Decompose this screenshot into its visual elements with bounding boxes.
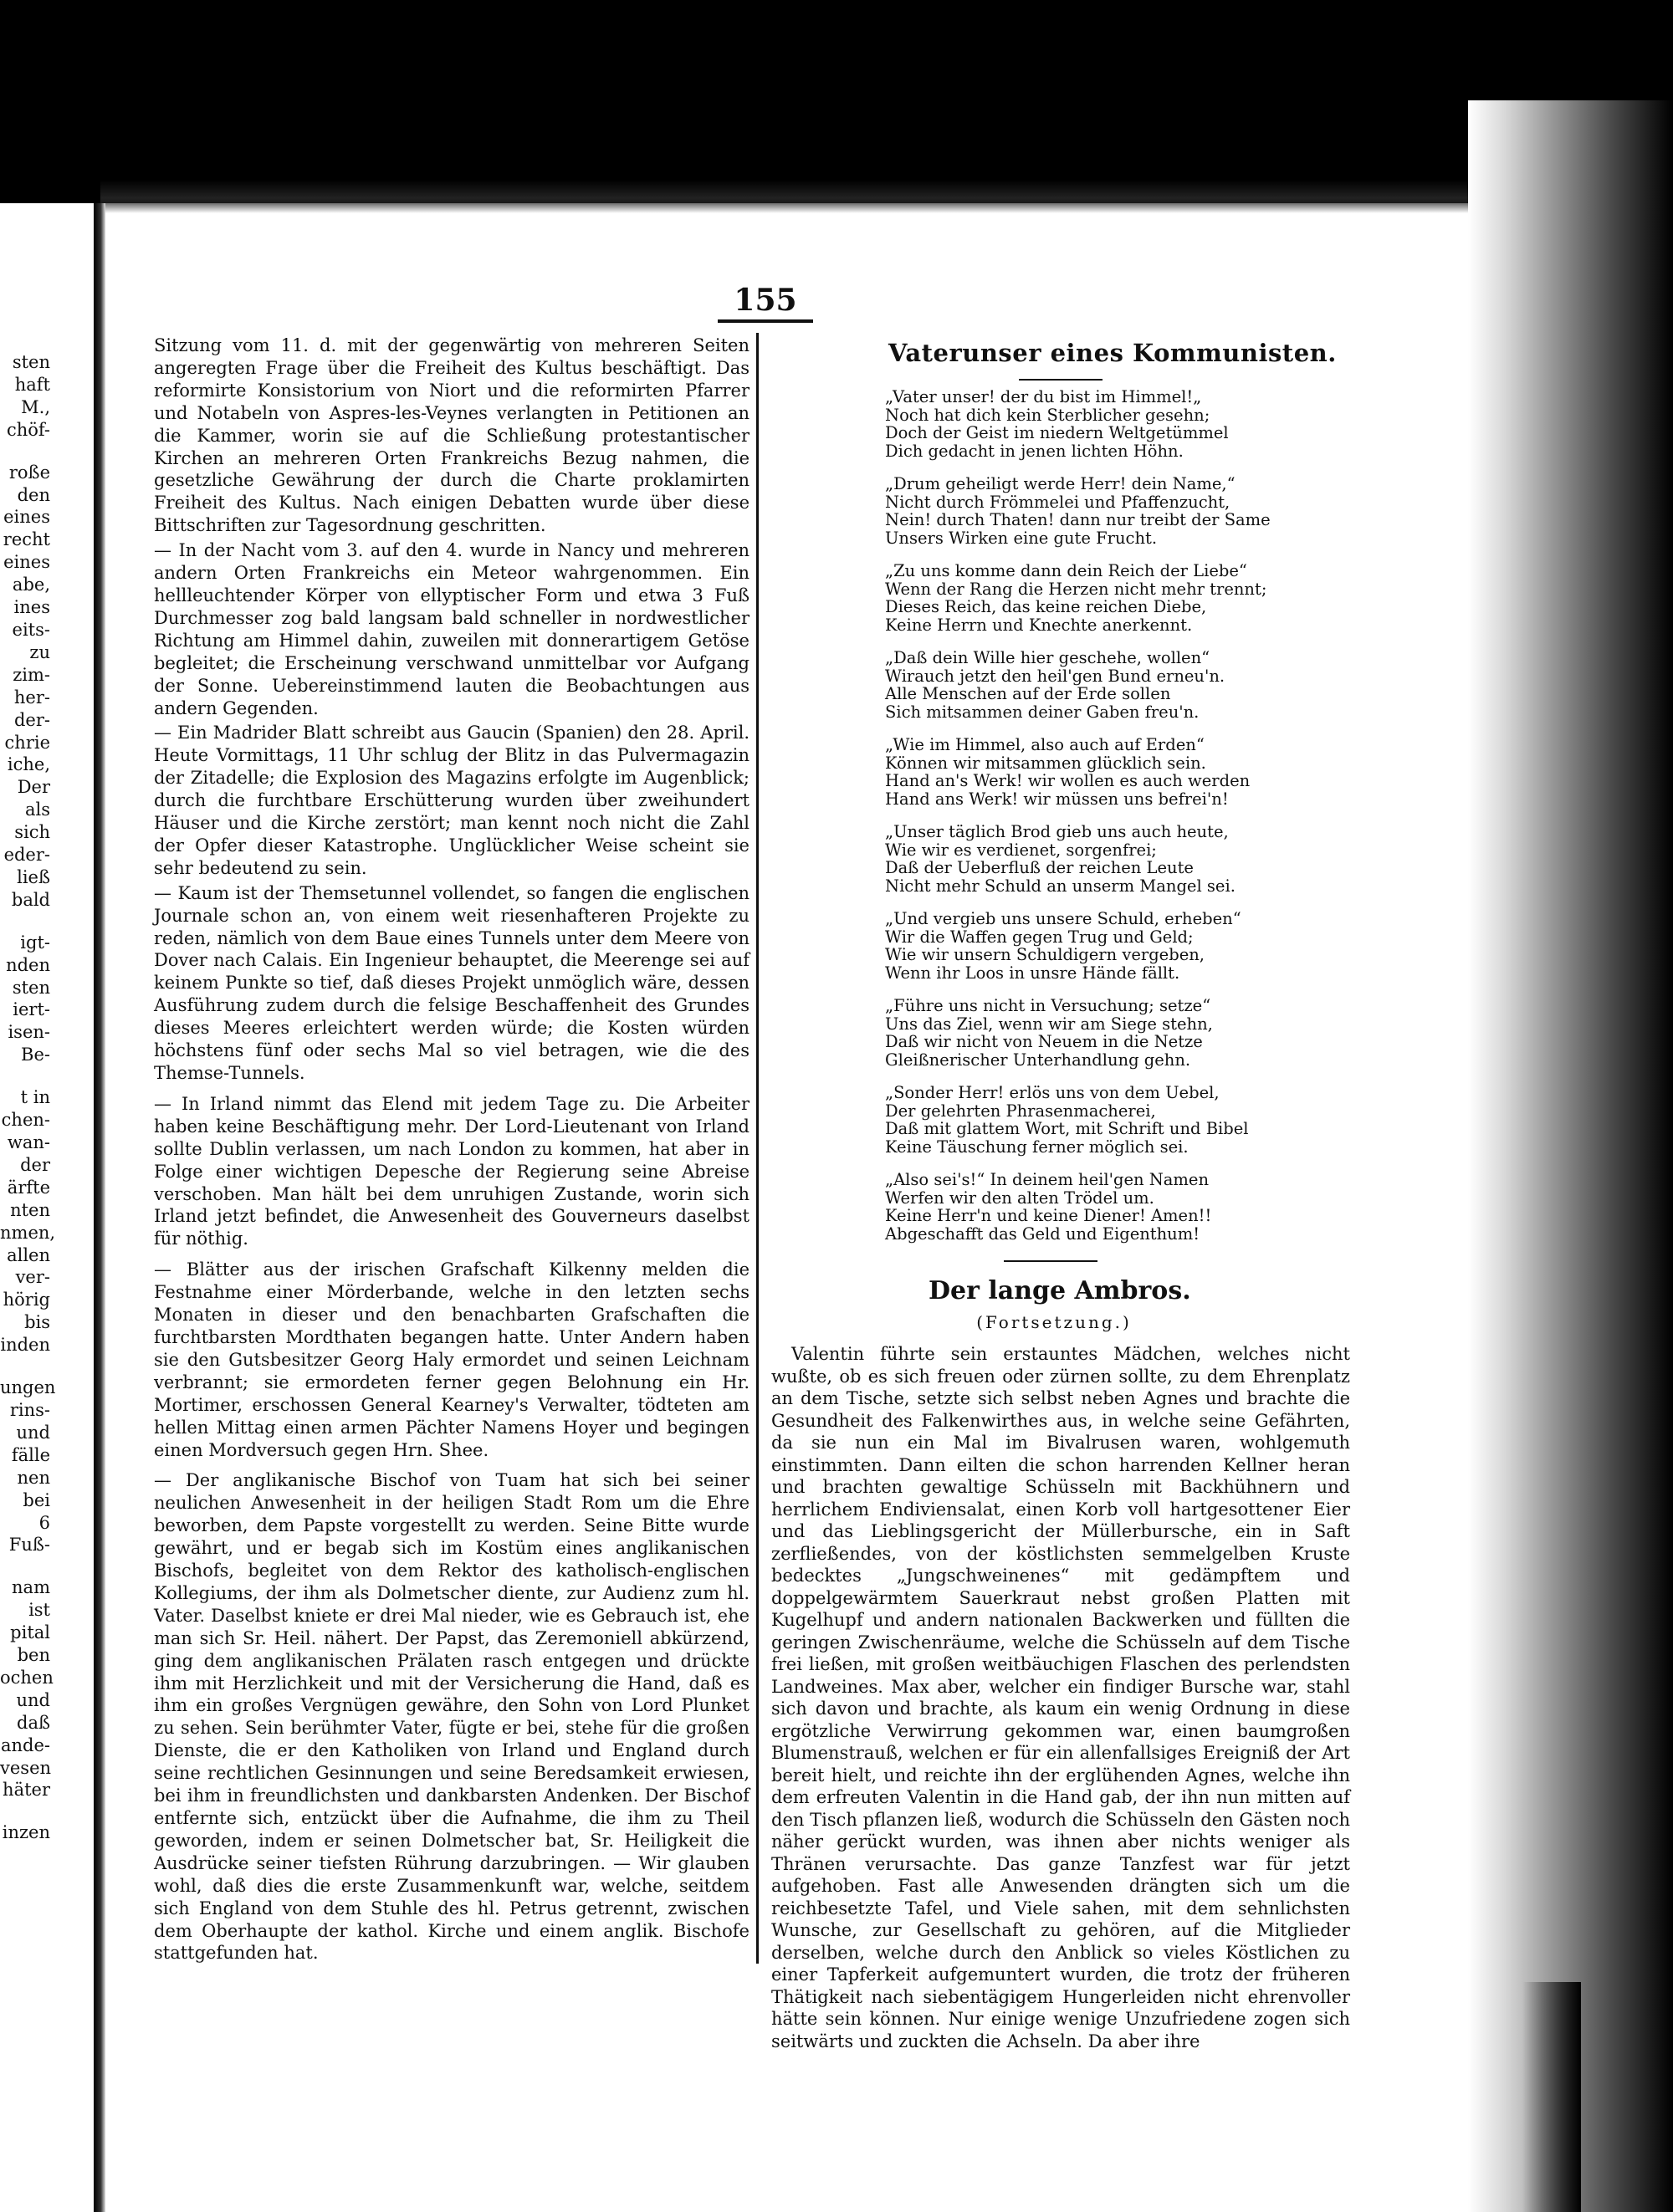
text-fragment: nen <box>17 1467 50 1488</box>
poem-line: „Also sei's!“ In deinem heil'gen Namen <box>885 1170 1210 1189</box>
column-divider <box>756 333 759 1964</box>
story-paragraph: Valentin führte sein erstauntes Mädchen, welches nicht wußte, ob es sich freuen oder zürnen sollte, zu dem Ehrenplatz an dem Tische, setzte sich selbst neben Agnes und brachte die Gesundheit des Falkenwirthes aus, in welche seine Gefährten, da sie nun ein Mal im Bivalrusen waren, wohlgemuth einstimmten. Dann eilten die schon harrenden Kellner heran und brachten gewaltige Schüsseln mit Backhühnern und herrlichem Endiviensalat, einen Korb voll hartgesottener Eier und das Lieblingsgericht der Müllerbursche, ein in Saft zerfließendes, von der köstlichsten semmelgelben Kruste bedecktes „Jungschweinenes“ mit gedämpftem und doppelgewärmtem Sauerkraut nebst großen Platten mit Kugelhupf und andern nationalen Backwerken und füllten die geringen Zwischenräume, welche die Schüsseln auf dem Tische frei ließen, mit großen weitbäuchigen Flaschen des perlendsten Landweines. Max aber, welcher ein findiger Bursche war, stahl sich davon und brachte, als kaum ein wenig Ordnung in diese ergötzliche Verwirrung gekommen war, einen baumgroßen Blumenstrauß, welchen er für ein allenfallsiges Ereigniß der Art bereit hielt, und reichte ihn der erglühenden Agnes, welche ihn dem erfreuten Valentin in die Hand gab, der ihn nun mitten auf den Tisch pflanzen ließ, wodurch die Schüsseln den Gästen noch näher gerückt wurden, was ihnen aber nichts weniger als Thränen verursachte. Das ganze Tanzfest war für jetzt aufgehoben. Fast alle Anwesenden drängten sich um die reichbesetzte Tafel, und Viele sahen, mit dem sehnlichsten Wunsche, zur Gesellschaft zu gehören, auf die Mitglieder derselben, welche durch den Anblick so vieles Köstlichen zu einer Tapferkeit aufgemuntert wurden, die trotz der früheren Thätigkeit nach siebentägigem Hungerleiden nicht ehrenvoller hätte sein können. Nur einige wenige Unzufriedene zogen sich seitwärts und zuckten die Achseln. Da aber ihre <box>771 1344 1350 2051</box>
text-fragment: Be- <box>21 1045 50 1065</box>
poem-line: Wirauch jetzt den heil'gen Bund erneu'n. <box>885 666 1225 686</box>
text-fragment: chrie <box>4 732 50 753</box>
story-separator-rule <box>1004 1260 1097 1262</box>
text-fragment: sten <box>12 977 50 998</box>
text-fragment: bei <box>23 1489 50 1510</box>
news-item: — Ein Madrider Blatt schreibt aus Gaucin (Spanien) den 28. April. Heute Vormittags, 11 Uhr schlug der Blitz in das Pulvermagazin der Zitadelle; die Explosion des Magazins erfolgte im Augenblick; durch die furchtbare Erschütterung wurden über zweihundert Häuser und die Kirche zerstört; man kennt noch nicht die Zahl der Opfer dieser Katastrophe. Unglücklicher Weise scheint sie sehr bedeutend zu sein. <box>154 723 750 878</box>
poem-line: „Wie im Himmel, also auch auf Erden“ <box>885 735 1205 754</box>
text-fragment: t in <box>20 1087 50 1108</box>
news-item: — In Irland nimmt das Elend mit jedem Tage zu. Die Arbeiter haben keine Beschäftigung mehr. Der Lord-Lieutenant von Irland sollte Dublin verlassen, um nach London zu kommen, hat aber in Folge einer wichtigen Depesche der Regierung seine Abreise verschoben. Man hält bei dem unruhigen Zustande, worin sich Irland jetzt befindet, die Anwesenheit des Gouverneurs daselbst für nöthig. <box>154 1093 750 1249</box>
poem-line: „Unser täglich Brod gieb uns auch heute, <box>885 822 1229 841</box>
page-edge-corner <box>1522 1982 1581 2212</box>
poem-line: Daß der Ueberfluß der reichen Leute <box>885 858 1194 877</box>
poem-body <box>885 388 1278 1258</box>
poem-stanza <box>885 736 1278 808</box>
news-paragraph-continued: Sitzung vom 11. d. mit der gegenwärtig von mehreren Seiten angeregten Frage über die Freiheit des Kultus beschäftigt. Das reformirte Konsistorium von Niort und die reformirten Pfarrer und Notabeln von Aspres-les-Veynes verlangten in Petitionen an die Kammer, worin sie auf die Schließung protestantischer Kirchen an mehreren Orten Frankreichs Bezug nahmen, die gesetzliche Gewährung der durch die Charte proklamirten Freiheit des Kultus. Nach einigen Debatten wurde über diese Bittschriften zur Tagesordnung geschritten. <box>154 335 750 536</box>
text-fragment: ist <box>28 1600 50 1621</box>
poem-line: Alle Menschen auf der Erde sollen <box>885 684 1171 703</box>
text-fragment: bis <box>24 1312 50 1333</box>
poem-line: Uns das Ziel, wenn wir am Siege stehn, <box>885 1014 1213 1034</box>
fragment-gap <box>0 912 50 932</box>
scan-shadow-top <box>100 180 1556 213</box>
poem-line: Nein! durch Thaten! dann nur treibt der Same <box>885 510 1271 529</box>
poem-title: Vaterunser eines Kommunisten. <box>888 339 1337 367</box>
poem-line: „Zu uns komme dann dein Reich der Liebe“ <box>885 561 1247 580</box>
poem-line: Nicht durch Frömmelei und Pfaffenzucht, <box>885 492 1230 512</box>
text-fragment: sich <box>14 822 50 843</box>
poem-line: Sich mitsammen deiner Gaben freu'n. <box>885 702 1200 722</box>
poem-line: Nicht mehr Schuld an unserm Mangel sei. <box>885 876 1236 896</box>
poem-stanza <box>885 823 1278 895</box>
poem-line: „Und vergieb uns unsere Schuld, erheben“ <box>885 909 1241 928</box>
text-fragment: bald <box>11 889 50 910</box>
text-fragment: ochen <box>0 1667 54 1688</box>
poem-line: Keine Herrn und Knechte anerkennt. <box>885 615 1193 635</box>
text-fragment: chöf- <box>6 419 50 440</box>
text-fragment: roße <box>8 462 50 483</box>
text-fragment: ließ <box>17 866 50 887</box>
page-number: 155 <box>718 283 813 323</box>
text-fragment: nmen, <box>0 1222 56 1243</box>
poem-stanza <box>885 1171 1278 1243</box>
news-item: — Der anglikanische Bischof von Tuam hat sich bei seiner neulichen Anwesenheit in der heiligen Stadt Rom um die Ehre beworben, dem Papste vorgestellt zu werden. Seine Bitte wurde gewährt, und er begab sich im Kostüm eines anglikanischen Bischofs, begleitet von dem Rektor des katholisch-englischen Kollegiums, der ihm als Dolmetscher diente, zur Audienz zum hl. Vater. Daselbst kniete er drei Mal nieder, wie es Gebrauch ist, ehe man sich Sr. Heil. nähert. Der Papst, das Zeremoniell abkürzend, ging dem anglikanischen Prälaten rasch entgegen und drückte ihm mit Herzlichkeit und mit der Versicherung die Hand, daß es ihm ein großes Vergnügen gewähre, den Sohn von Lord Plunket zu sehen. Sein berühmter Vater, fügte er bei, stehe für die großen Dienste, die er den Katholiken von Irland und England durch seine rechtlichen Gesinnungen und seine Beredsamkeit erwiesen, bei ihm in freundlichsten und dankbarsten Andenken. Der Bischof entfernte sich, entzückt über die Aufnahme, die ihm zu Theil geworden, indem er seinen Dolmetscher bat, Sr. Heiligkeit die Ausdrücke seiner tiefsten Rührung darzubringen. — Wir glauben wohl, daß dies die erste Zusammenkunft war, welche, seitdem sich England von dem Stuhle des hl. Petrus getrennt, zwischen dem Oberhaupte der kathol. Kirche und einem anglik. Bischofe stattgefunden hat. <box>154 1470 750 1964</box>
news-item: — Kaum ist der Themsetunnel vollendet, so fangen die englischen Journale schon an, von einem weit riesenhafteren Projekte zu reden, nämlich von dem Baue eines Tunnels unter dem Meere von Dover nach Calais. Ein Ingenieur behauptet, die Meerenge sei auf keinem Punkte so tief, daß dieses Projekt unmöglich wäre, dessen Ausführung zudem durch die felsige Beschaffenheit des Grundes dieses Meeres erleichtert werden würde; die Kosten würden höchstens fünf oder sechs Mal so viel betragen, wie die des Themse-Tunnels. <box>154 882 750 1083</box>
poem-line: Wenn ihr Loos in unsre Hände fällt. <box>885 963 1180 983</box>
text-fragment: häter <box>3 1780 50 1801</box>
poem-stanza <box>885 1084 1278 1156</box>
poem-line: Daß mit glattem Wort, mit Schrift und Bibel <box>885 1119 1249 1138</box>
poem-stanza <box>885 475 1278 547</box>
poem-stanza <box>885 910 1278 982</box>
text-fragment: abe, <box>12 575 50 595</box>
text-fragment: igt- <box>20 932 50 953</box>
text-fragment: eits- <box>12 619 50 640</box>
poem-stanza <box>885 997 1278 1069</box>
book-gutter <box>94 203 105 2212</box>
news-item: — In der Nacht vom 3. auf den 4. wurde in Nancy und mehreren andern Orten Frankreichs ein Meteor wahrgenommen. Ein hellleuchtender Körper von ellyptischer Form und etwa 3 Fuß Durchmesser zog bald langsam bald schneller in nordwestlicher Richtung am Himmel dahin, zuweilen mit donnerartigem Getöse begleitet; die Erscheinung verschwand unmittelbar vor Aufgang der Sonne. Uebereinstimmend lauten die Beobachtungen aus andern Gegenden. <box>154 540 750 718</box>
news-item: — Blätter aus der irischen Grafschaft Kilkenny melden die Festnahme einer Mörderbande, welche in den letzten sechs Monaten in dieser und den benachbarten Grafschaften die furchtbarsten Mordthaten begangen hatte. Unter Andern haben sie den Gutsbesitzer Georg Haly ermordet und seinen Leichnam verbrannt; sie ermordeten ferner gegen Belohnung ein Hr. Mortimer, erschossen General Kearney's Verwalter, tödteten am hellen Mittag einen armen Pächter Namens Hoyer und begingen einen Mordversuch gegen Hrn. Shee. <box>154 1259 750 1460</box>
poem-line: Können wir mitsammen glücklich sein. <box>885 753 1206 773</box>
poem-line: „Drum geheiligt werde Herr! dein Name,“ <box>885 474 1236 493</box>
story-title: Der lange Ambros. <box>929 1276 1191 1305</box>
text-fragment: nam <box>12 1577 50 1598</box>
text-fragment: isen- <box>8 1022 50 1043</box>
text-fragment: eder- <box>3 845 50 866</box>
text-fragment: ungen <box>0 1377 56 1398</box>
poem-line: Hand ans Werk! wir müssen uns befrei'n! <box>885 789 1229 809</box>
poem-line: „Vater unser! der du bist im Himmel!„ <box>885 387 1202 406</box>
text-fragment: daß <box>17 1712 50 1733</box>
fragment-gap <box>0 1066 50 1086</box>
poem-title-rule <box>1019 379 1103 381</box>
text-fragment: haft <box>14 374 50 395</box>
text-fragment: allen <box>7 1244 50 1265</box>
poem-stanza <box>885 388 1278 460</box>
poem-line: Wir die Waffen gegen Trug und Geld; <box>885 927 1194 947</box>
text-fragment: nden <box>6 954 50 975</box>
poem-line: Abgeschafft das Geld und Eigenthum! <box>885 1223 1200 1244</box>
text-fragment: chen- <box>1 1110 50 1131</box>
text-fragment: 6 <box>38 1512 50 1533</box>
text-fragment: ärfte <box>7 1177 50 1198</box>
fragment-gap <box>0 1556 50 1576</box>
text-fragment: fälle <box>11 1444 50 1465</box>
text-fragment: sten <box>12 352 50 372</box>
poem-line: Unsers Wirken eine gute Frucht. <box>885 528 1158 548</box>
poem-line: Werfen wir den alten Trödel um. <box>885 1188 1154 1208</box>
fragment-gap <box>0 442 50 462</box>
text-fragment: iert- <box>13 999 50 1020</box>
poem-line: „Sonder Herr! erlös uns von dem Uebel, <box>885 1083 1220 1102</box>
text-fragment: zu <box>29 641 50 662</box>
text-fragment: Fuß- <box>8 1535 50 1556</box>
poem-line: Dich gedacht in jenen lichten Höhn. <box>885 441 1184 461</box>
poem-line: Hand an's Werk! wir wollen es auch werden <box>885 771 1251 790</box>
poem-line: Wie wir es verdienet, sorgenfrei; <box>885 840 1157 860</box>
poem-line: Der gelehrten Phrasenmacherei, <box>885 1101 1156 1121</box>
text-fragment: recht <box>3 529 50 550</box>
page-edge-shadow <box>1468 100 1673 2212</box>
poem-line: „Daß dein Wille hier geschehe, wollen“ <box>885 648 1210 667</box>
text-fragment: M., <box>21 396 50 417</box>
story-body <box>771 1343 1350 2052</box>
poem-stanza <box>885 562 1278 634</box>
text-fragment: ben <box>17 1645 50 1666</box>
text-fragment: als <box>24 799 50 820</box>
text-fragment: her- <box>13 687 50 708</box>
text-fragment: zim- <box>13 664 50 685</box>
text-fragment: rins- <box>9 1399 50 1420</box>
text-fragment: und <box>16 1689 50 1710</box>
text-fragment: hörig <box>3 1290 50 1310</box>
news-column <box>154 335 750 1964</box>
poem-line: Gleißnerischer Unterhandlung gehn. <box>885 1050 1191 1070</box>
text-fragment: eines <box>3 507 50 528</box>
fragment-gap <box>0 1356 50 1377</box>
text-fragment: inden <box>0 1335 50 1356</box>
poem-stanza <box>885 649 1278 721</box>
text-fragment: ver- <box>15 1267 50 1288</box>
text-fragment: nten <box>10 1199 50 1220</box>
text-fragment: ande- <box>0 1734 50 1755</box>
poem-line: Keine Herr'n und keine Diener! Amen!! <box>885 1206 1212 1225</box>
text-fragment: iche, <box>7 754 50 775</box>
poem-line: Daß wir nicht von Neuem in die Netze <box>885 1032 1203 1051</box>
poem-line: Dieses Reich, das keine reichen Diebe, <box>885 597 1207 616</box>
adjacent-page-text-fragments <box>0 351 56 1844</box>
text-fragment: ines <box>13 597 50 618</box>
text-fragment: der- <box>13 709 50 730</box>
poem-line: Wenn der Rang die Herzen nicht mehr trennt; <box>885 579 1267 599</box>
poem-line: Doch der Geist im niedern Weltgetümmel <box>885 423 1229 442</box>
text-fragment: pital <box>10 1622 50 1643</box>
text-fragment: inzen <box>2 1822 50 1843</box>
text-fragment: eines <box>3 552 50 573</box>
fragment-gap <box>0 1801 50 1821</box>
poem-line: Noch hat dich kein Sterblicher gesehn; <box>885 405 1210 425</box>
story-subtitle: (Fortsetzung.) <box>976 1312 1132 1332</box>
text-fragment: den <box>17 484 50 505</box>
text-fragment: der <box>20 1154 50 1175</box>
poem-line: „Führe uns nicht in Versuchung; setze“ <box>885 996 1211 1015</box>
text-fragment: wan- <box>7 1132 50 1152</box>
text-fragment: Der <box>17 777 50 798</box>
text-fragment: und <box>16 1422 50 1443</box>
poem-line: Keine Täuschung ferner möglich sei. <box>885 1137 1189 1157</box>
scan-border-top <box>0 0 1673 203</box>
text-fragment: vesen <box>0 1757 52 1778</box>
poem-line: Wie wir unsern Schuldigern vergeben, <box>885 945 1205 964</box>
